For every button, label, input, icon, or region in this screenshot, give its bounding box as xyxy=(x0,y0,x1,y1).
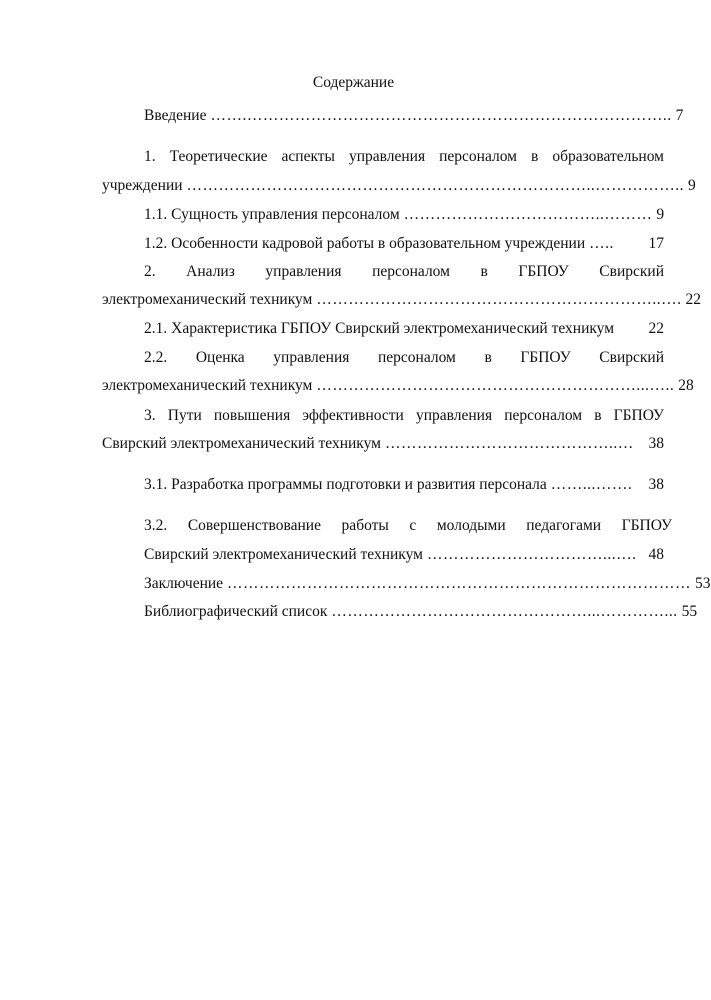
toc-entry-label: Введение xyxy=(144,107,207,124)
toc-entry-label: Свирский электромеханический техникум xyxy=(144,546,423,563)
toc-leader-dots: …………………………………………...…………... xyxy=(331,603,678,620)
toc-entry-1-1[interactable] xyxy=(144,205,664,225)
toc-leader-dots: ……………………………………..… xyxy=(384,435,634,452)
toc-entry-3-2-line1[interactable]: 3.2. Совершенствование работы с молодыми педагогами ГБПОУ xyxy=(144,517,672,534)
toc-page-number: 9 xyxy=(656,206,665,223)
toc-page-number: 55 xyxy=(681,603,698,620)
toc-entry-2-1[interactable] xyxy=(144,319,664,339)
toc-page-number: 17 xyxy=(648,235,664,252)
toc-entry-1-2[interactable] xyxy=(144,234,664,254)
toc-entry-intro[interactable] xyxy=(144,106,684,126)
toc-entry-label: 2.1. Характеристика ГБПОУ Свирский электромеханический техникум xyxy=(144,320,615,337)
toc-entry-2-line1[interactable]: 2. Анализ управления персоналом в ГБПОУ Свирский xyxy=(144,263,664,280)
toc-entry-label: 3.1. Разработка программы подготовки и развития персонала xyxy=(144,476,547,493)
toc-entry-1-line2[interactable] xyxy=(102,176,696,196)
toc-entry-3-line1[interactable]: 3. Пути повышения эффективности управления персоналом в ГБПОУ xyxy=(144,407,664,424)
toc-page-number: 22 xyxy=(648,320,664,337)
toc-entry-2-2-line1[interactable]: 2.2. Оценка управления персоналом в ГБПОУ Свирский xyxy=(144,349,664,366)
toc-entry-conclusion[interactable] xyxy=(144,574,711,594)
toc-entry-label: учреждении xyxy=(102,177,183,194)
toc-entry-label: Заключение xyxy=(144,575,224,592)
toc-entry-2-line2[interactable] xyxy=(102,290,701,310)
toc-entry-label: Библиографический список xyxy=(144,603,328,620)
toc-page-number: 38 xyxy=(648,435,664,452)
toc-leader-dots: ………………………………………………………..…. xyxy=(316,291,682,308)
toc-leader-dots: ……………………………………………………...….. xyxy=(316,377,675,394)
toc-page-number: 7 xyxy=(675,107,684,124)
toc-entry-2-2-line2[interactable] xyxy=(102,376,694,396)
toc-page-number: 28 xyxy=(678,377,694,394)
toc-page-number: 53 xyxy=(695,575,711,592)
toc-entry-1-line1[interactable]: 1. Теоретические аспекты управления персоналом в образовательном xyxy=(144,148,664,165)
toc-page-number: 9 xyxy=(688,177,696,194)
toc-leader-dots: …….…………………………………………………………………….. xyxy=(210,107,672,124)
toc-entry-label: электромеханический техникум xyxy=(102,377,313,394)
toc-leader-dots: ……...……. xyxy=(550,476,633,493)
toc-page-number: 38 xyxy=(648,476,664,493)
toc-title: Содержание xyxy=(312,74,395,91)
toc-entry-bibliography[interactable] xyxy=(144,602,698,622)
toc-leader-dots: ……………………………...…. xyxy=(426,546,637,563)
toc-leader-dots: …………………………………………………………………………… xyxy=(227,575,692,592)
toc-entry-3-2-line2[interactable] xyxy=(144,545,664,565)
toc-entry-label: электромеханический техникум xyxy=(102,291,313,308)
toc-leader-dots: ….. xyxy=(589,235,614,252)
toc-leader-dots: ………………………………..……… xyxy=(403,206,653,223)
toc-page-number: 48 xyxy=(648,546,664,563)
toc-entry-label: 1.2. Особенности кадровой работы в образовательном учреждении xyxy=(144,235,586,252)
toc-entry-3-1[interactable] xyxy=(144,475,664,495)
toc-leader-dots: …………………………………………………………………..…………….. xyxy=(186,177,685,194)
toc-entry-label: Свирский электромеханический техникум xyxy=(102,435,381,452)
toc-entry-3-line2[interactable] xyxy=(102,434,664,454)
toc-page-number: 22 xyxy=(685,291,701,308)
toc-entry-label: 1.1. Сущность управления персоналом xyxy=(144,206,400,223)
